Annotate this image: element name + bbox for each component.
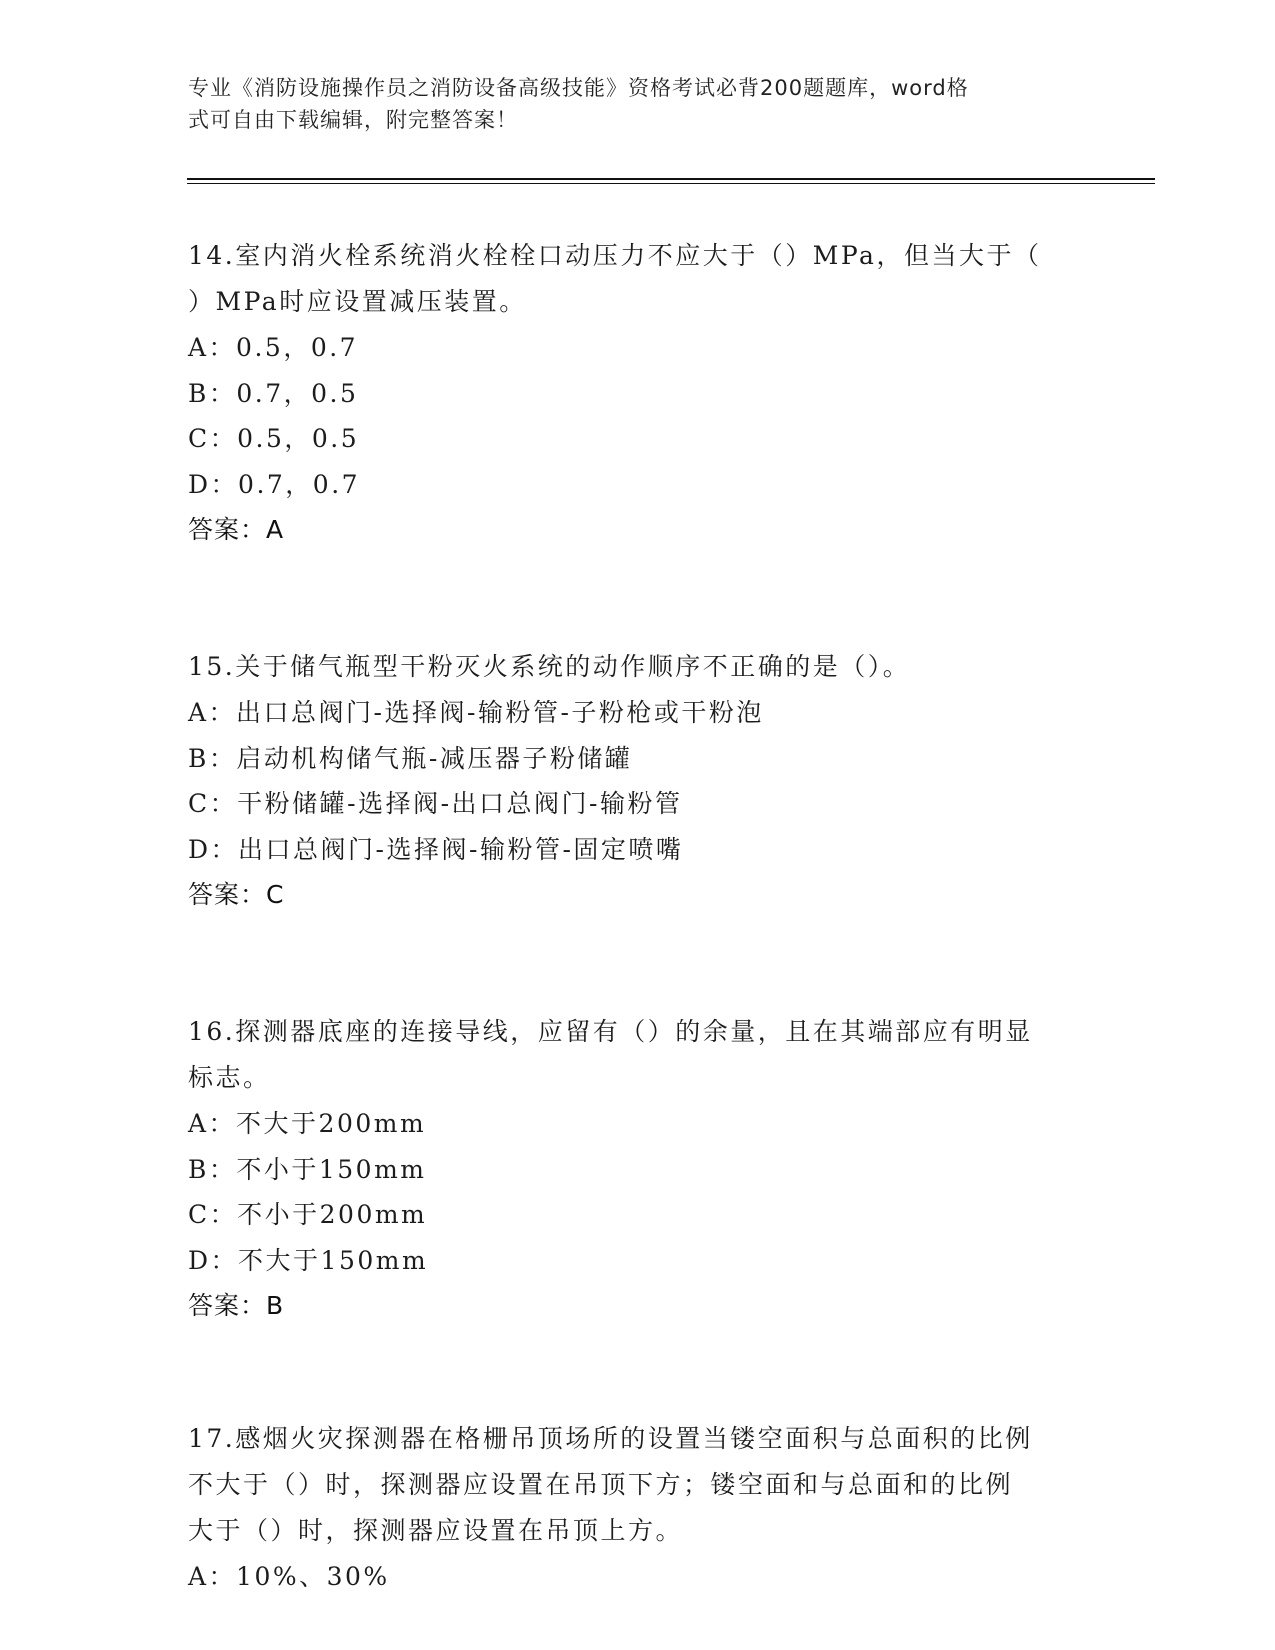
- option-b: B：0.7，0.5: [188, 378, 359, 408]
- question-14: [188, 233, 1078, 553]
- question-text: 大于（）时，探测器应设置在吊顶上方。: [188, 1516, 684, 1545]
- option-c: C：干粉储罐-选择阀-出口总阀门-输粉管: [188, 789, 683, 818]
- option-a: A：0.5，0.7: [188, 333, 359, 362]
- option-d: D：不大于150mm: [188, 1245, 429, 1275]
- option-d: D：出口总阀门-选择阀-输粉管-固定喷嘴: [188, 834, 684, 864]
- option-b: B：不小于150mm: [188, 1154, 427, 1184]
- question-text: 14.室内消火栓系统消火栓栓口动压力不应大于（）MPa，但当大于（: [188, 241, 1042, 270]
- question-text: 标志。: [188, 1063, 271, 1092]
- header-divider-thin: [187, 183, 1155, 184]
- option-c: C：不小于200mm: [188, 1200, 428, 1229]
- option-b: B：启动机构储气瓶-减压器子粉储罐: [188, 743, 633, 773]
- question-text: 15.关于储气瓶型干粉灭火系统的动作顺序不正确的是（）。: [188, 652, 911, 681]
- question-list: [188, 233, 1078, 1600]
- answer-label: 答案：B: [188, 1291, 285, 1320]
- option-a: A：10%、30%: [188, 1562, 390, 1591]
- document-header: [188, 72, 1068, 136]
- option-a: A：出口总阀门-选择阀-输粉管-子粉枪或干粉泡: [188, 698, 764, 727]
- option-d: D：0.7，0.7: [188, 469, 361, 499]
- answer-label: 答案：A: [188, 515, 285, 544]
- question-text: 16.探测器底座的连接导线，应留有（）的余量，且在其端部应有明显: [188, 1017, 1033, 1046]
- header-divider-thick: [187, 178, 1155, 180]
- question-text: 17.感烟火灾探测器在格栅吊顶场所的设置当镂空面积与总面积的比例: [188, 1424, 1033, 1453]
- option-c: C：0.5，0.5: [188, 424, 360, 453]
- question-spacer: [188, 1329, 1078, 1416]
- header-line-1: 专业《消防设施操作员之消防设备高级技能》资格考试必背200题题库，word格: [188, 76, 969, 100]
- question-15: [188, 644, 1078, 918]
- header-line-2: 式可自由下载编辑，附完整答案！: [188, 108, 518, 132]
- question-spacer: [188, 918, 1078, 1009]
- question-17: [188, 1416, 1078, 1600]
- question-16: [188, 1009, 1078, 1329]
- question-text: 不大于（）时，探测器应设置在吊顶下方；镂空面和与总面和的比例: [188, 1470, 1014, 1499]
- answer-label: 答案：C: [188, 880, 285, 909]
- option-a: A：不大于200mm: [188, 1109, 427, 1138]
- question-text: ）MPa时应设置减压装置。: [188, 287, 527, 316]
- question-spacer: [188, 553, 1078, 644]
